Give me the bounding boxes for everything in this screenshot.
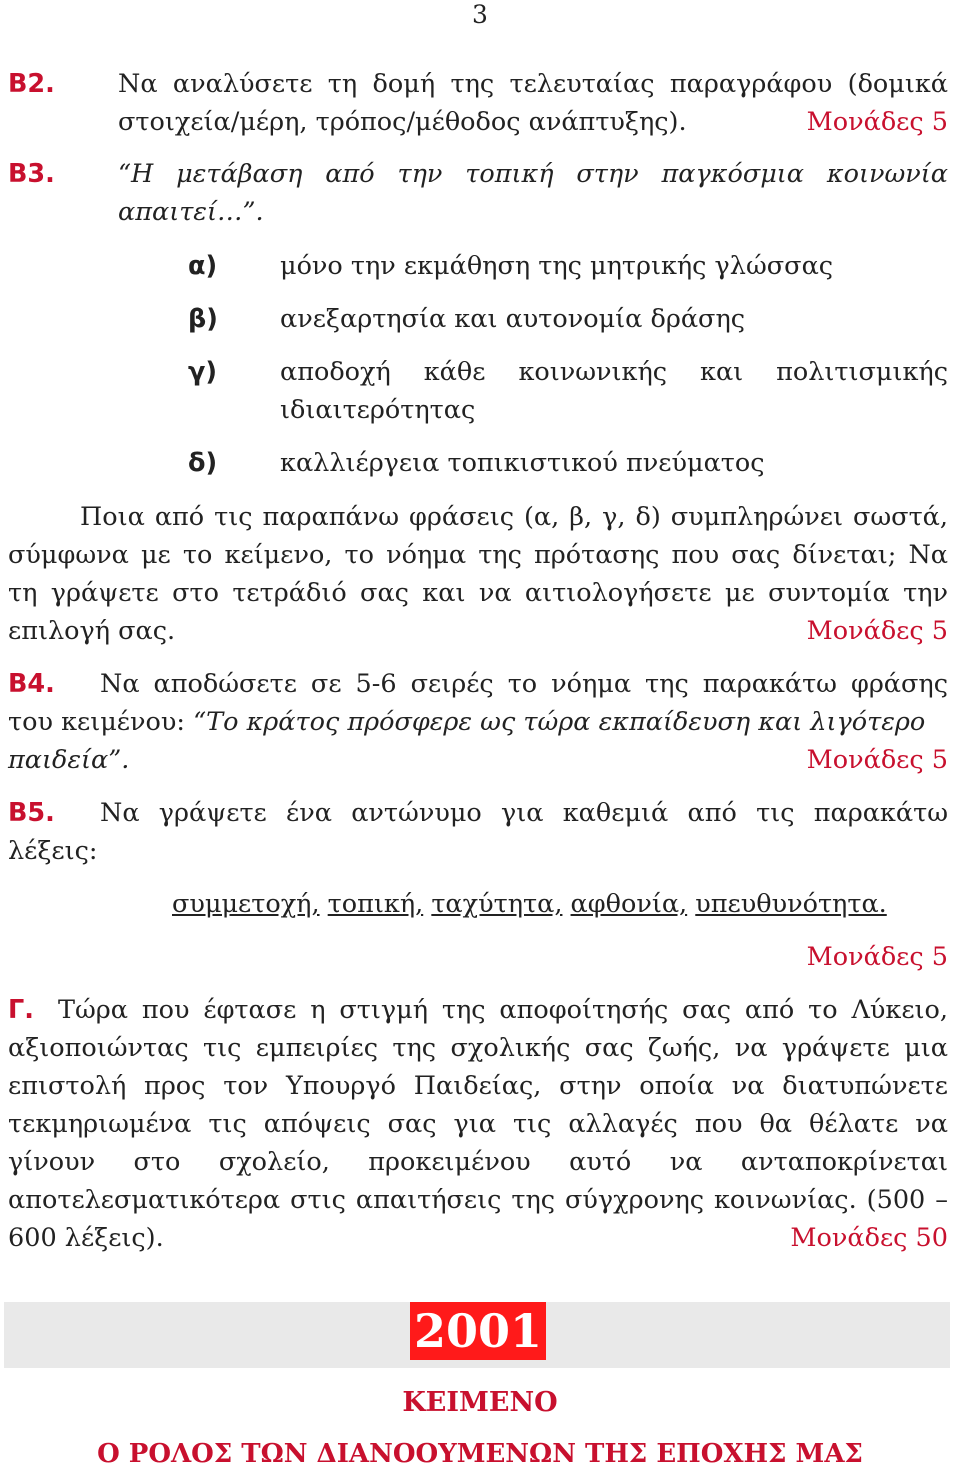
g-text-4: τεκμηριωμένα τις απόψεις σας για τις αλλαγές που θα θέλατε να (8, 1109, 948, 1139)
b5-word: ταχύτητα, (431, 889, 563, 919)
b2-label: Β2. (8, 69, 55, 99)
b3-option-d (8, 444, 948, 482)
b4-quote: “Το κράτος πρόσφερε ως τώρα εκπαίδευση και λιγότερο (193, 707, 926, 737)
b4-line-3 (8, 741, 948, 779)
g-line-1 (8, 991, 948, 1029)
page-number: 3 (472, 0, 488, 29)
option-a-label: α) (188, 251, 218, 281)
b3-option-b (8, 300, 948, 338)
b2-line-2 (8, 103, 948, 141)
g-text-5: γίνουν στο σχολείο, προκειμένου αυτό να ανταποκρίνεται (8, 1147, 948, 1177)
g-text-3: επιστολή προς τον Υπουργό Παιδείας, στην οποία να διατυπώνετε (8, 1071, 948, 1101)
option-d-label: δ) (188, 448, 218, 478)
option-c-label: γ) (188, 357, 218, 387)
text-title: Ο ΡΟΛΟΣ ΤΩΝ ΔΙΑΝΟΟΥΜΕΝΩΝ ΤΗΣ ΕΠΟΧΗΣ ΜΑΣ (97, 1439, 863, 1469)
keimeno-heading: ΚΕΙΜΕΝΟ (402, 1387, 558, 1418)
b4-line-2 (8, 703, 948, 741)
b3-question-3: τη γράψετε στο τετράδιό σας και να αιτιολογήσετε με συντομία την (8, 578, 948, 608)
option-b-text: ανεξαρτησία και αυτονομία δράσης (280, 304, 746, 334)
b4-text-1: Να αποδώσετε σε 5-6 σειρές το νόημα της παρακάτω φράσης (100, 669, 948, 699)
b5-word: αφθονία, (570, 889, 688, 919)
b3-line-2 (8, 193, 948, 231)
b3-q-text-4: επιλογή σας. (8, 616, 176, 646)
g-marks: Μονάδες 50 (790, 1223, 948, 1253)
option-a-text: μόνο την εκμάθηση της μητρικής γλώσσας (280, 251, 834, 281)
b3-line-1 (8, 155, 948, 193)
b5-word: τοπική, (327, 889, 424, 919)
year-badge: 2001 (410, 1302, 546, 1360)
b5-marks: Μονάδες 5 (806, 942, 948, 972)
b2-line-1 (8, 65, 948, 103)
b3-marks: Μονάδες 5 (806, 616, 948, 646)
b3-option-c (8, 353, 948, 391)
b3-question-1 (8, 498, 948, 536)
option-c-text: αποδοχή κάθε κοινωνικής και πολιτισμικής (280, 357, 948, 387)
b5-marks-line (8, 938, 948, 976)
option-d-text: καλλιέργεια τοπικιστικού πνεύματος (280, 448, 765, 478)
b3-text-1: “Η μετάβαση από την τοπική στην παγκόσμια κοινωνία (118, 159, 948, 189)
b3-text-2: απαιτεί…”. (118, 197, 264, 227)
option-c-text-2: ιδιαιτερότητας (280, 395, 476, 425)
b5-line-1 (8, 794, 948, 832)
b3-question-4 (8, 612, 948, 650)
b5-text-2: λέξεις: (8, 836, 98, 866)
b2-text-2: στοιχεία/μέρη, τρόπος/μέθοδος ανάπτυξης). (118, 107, 687, 137)
g-text-1: Τώρα που έφτασε η στιγμή της αποφοίτησής σας από το Λύκειο, (58, 995, 948, 1025)
b2-marks: Μονάδες 5 (806, 107, 948, 137)
b3-option-c-cont (8, 391, 948, 429)
b4-text-2a: του κειμένου: (8, 707, 194, 737)
b3-question-2: σύμφωνα με το κείμενο, το νόημα της πρότασης που σας δίνεται; Να (8, 540, 948, 570)
option-b-label: β) (188, 304, 218, 334)
b5-label: Β5. (8, 798, 55, 828)
b4-line-1 (8, 665, 948, 703)
b2-text-1: Να αναλύσετε τη δομή της τελευταίας παραγράφου (δομικά (118, 69, 948, 99)
b5-word: συμμετοχή, (172, 889, 320, 919)
g-label: Γ. (8, 995, 34, 1025)
g-text-7: 600 λέξεις). (8, 1223, 164, 1253)
b4-label: Β4. (8, 669, 55, 699)
b5-word: υπευθυνότητα. (695, 889, 887, 919)
b5-text-1: Να γράψετε ένα αντώνυμο για καθεμιά από τις παρακάτω (100, 798, 948, 828)
g-text-2: αξιοποιώντας τις εμπειρίες της σχολικής σας ζωής, να γράψετε μια (8, 1033, 948, 1063)
b4-text-3: παιδεία”. (8, 745, 130, 775)
b3-label: Β3. (8, 159, 55, 189)
g-line-7 (8, 1219, 948, 1257)
b3-option-a (8, 247, 948, 285)
b5-word-list (172, 885, 912, 923)
b4-marks: Μονάδες 5 (806, 745, 948, 775)
b3-q-text-1: Ποια από τις παραπάνω φράσεις (α, β, γ, δ) συμπληρώνει σωστά, (80, 502, 948, 532)
g-text-6: αποτελεσματικότερα στις απαιτήσεις της σύγχρονης κοινωνίας. (500 – (8, 1185, 948, 1215)
